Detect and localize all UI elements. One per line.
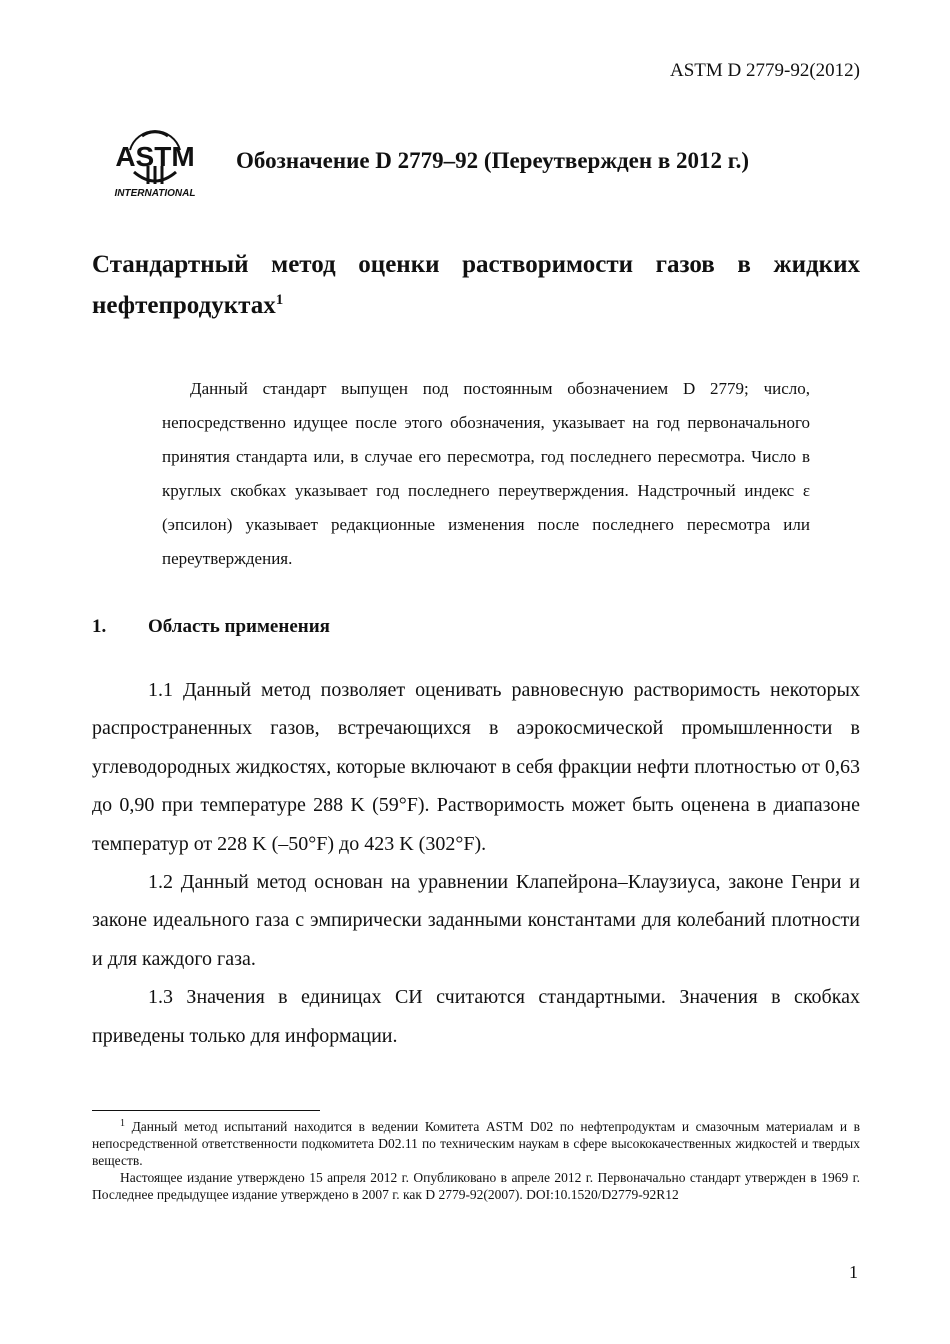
- designation-heading: Обозначение D 2779–92 (Переутвержден в 2012 г.): [236, 148, 750, 173]
- logo-caption: INTERNATIONAL: [114, 188, 196, 198]
- section-heading: [92, 616, 330, 638]
- astm-logo-icon: [114, 126, 196, 198]
- document-title: [92, 244, 860, 326]
- astm-logo: [114, 126, 196, 198]
- logo-wordmark: ASTM: [115, 141, 195, 172]
- footnotes: [92, 1118, 860, 1203]
- paragraph-1-2: 1.2 Данный метод основан на уравнении Клапейрона–Клаузиуса, законе Генри и законе идеального газа с эмпирически заданными константами для колебаний плотности и для каждого газа.: [92, 871, 860, 970]
- footnote-mark: 1: [120, 1118, 125, 1129]
- section-title: Область применения: [148, 616, 330, 637]
- page-number: 1: [849, 1262, 858, 1282]
- title-text: Стандартный метод оценки растворимости газов в жидких нефтепродуктах: [92, 251, 860, 319]
- footnote-2: Настоящее издание утверждено 15 апреля 2012 г. Опубликовано в апреле 2012 г. Первоначально стандарт утвержден в 1969 г. Последнее предыдущее издание утверждено в 2007 г. как D 2779-92(2007). DOI:10.1520/D2779-92R12: [92, 1170, 860, 1202]
- document-code: ASTM D 2779-92(2012): [670, 60, 860, 81]
- preamble-paragraph: Данный стандарт выпущен под постоянным обозначением D 2779; число, непосредственно идущее после этого обозначения, указывает на год первоначального принятия стандарта или, в случае его пересмотра, год последнего пересмотра. Число в круглых скобках указывает год последнего переутверждения. Надстрочный индекс ε (эпсилон) указывает редакционные изменения после последнего пересмотра или переутверждения.: [162, 379, 810, 568]
- footnote-1: [92, 1118, 860, 1169]
- paragraph-1-3: 1.3 Значения в единицах СИ считаются стандартными. Значения в скобках приведены только для информации.: [92, 986, 860, 1047]
- section-body: [92, 671, 860, 1055]
- title-footnote-mark: 1: [275, 292, 284, 308]
- section-number: 1.: [92, 616, 107, 637]
- footnote-divider: [92, 1110, 320, 1111]
- paragraph-1-1: 1.1 Данный метод позволяет оценивать равновесную растворимость некоторых распространенных газов, встречающихся в аэрокосмической промышленности в углеводородных жидкостях, которые включают в себя фракции нефти плотностью от 0,63 до 0,90 при температуре 288 K (59°F). Растворимость может быть оценена в диапазоне температур от 228 K (–50°F) до 423 K (302°F).: [92, 679, 860, 855]
- footnote-1-text: Данный метод испытаний находится в ведении Комитета ASTM D02 по нефтепродуктам и смазочным материалам и в непосредственной ответственности подкомитета D02.11 по техническим наукам в сфере высококачественных жидкостей и твердых веществ.: [92, 1119, 861, 1168]
